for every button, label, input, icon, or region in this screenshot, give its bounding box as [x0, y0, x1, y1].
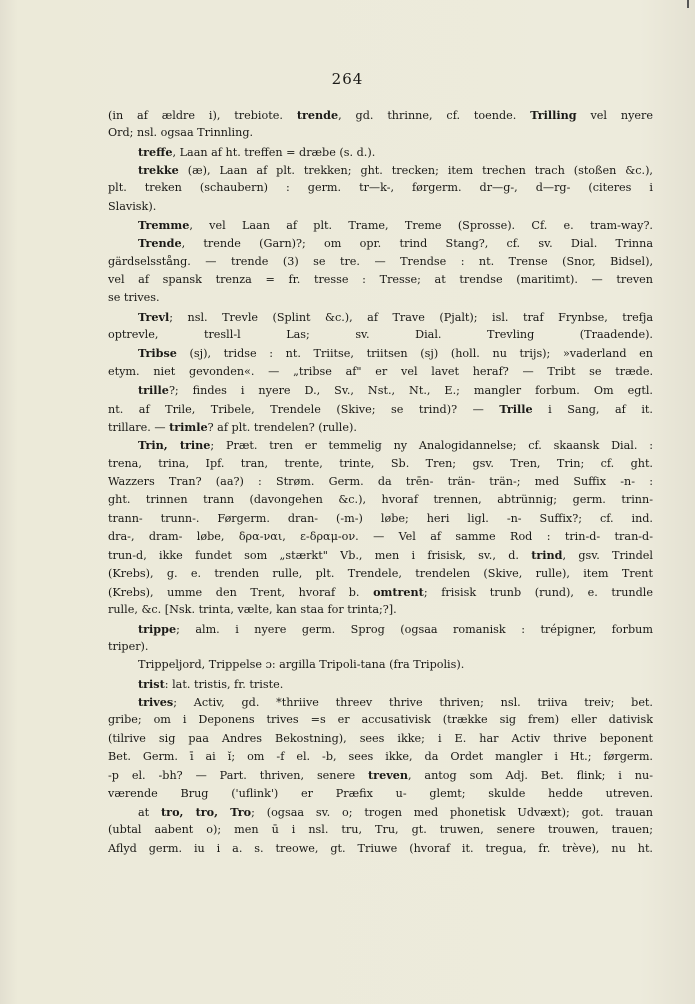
text-segment: , trende (Garn)?; om opr. trind Stang?, cf. sv. Dial. Trinna	[181, 237, 653, 251]
text-line	[108, 216, 653, 234]
dictionary-text-body	[108, 106, 653, 858]
text-line	[108, 473, 653, 491]
page-number: 264	[331, 70, 364, 88]
text-line	[108, 803, 653, 821]
text-line	[108, 400, 653, 418]
text-line	[108, 748, 653, 766]
text-segment: (Krebs), umme den Trent, hvoraf b.	[108, 585, 374, 599]
text-line	[108, 491, 653, 509]
text-segment: Bet. Germ. ī ai ĭ; om -f el. -b, sees ikke, da Ordet mangler i Ht.; førgerm.	[108, 750, 653, 764]
text-line	[108, 840, 653, 858]
text-line	[108, 179, 653, 197]
text-line	[108, 546, 653, 564]
text-segment: nt. af Trile, Tribele, Trendele (Skive; se trind)? —	[108, 402, 500, 416]
headword: tro, tro, Tro	[161, 805, 252, 820]
text-line	[108, 675, 653, 693]
text-segment: -p el. -bh? — Part. thriven, senere	[108, 769, 369, 783]
text-line	[108, 583, 653, 601]
text-segment: , Laan af ht. treffen = dræbe (s. d.).	[172, 145, 376, 159]
text-line	[108, 638, 653, 656]
text-line	[108, 143, 653, 161]
headword: trimle	[169, 419, 208, 434]
headword: treven	[368, 768, 408, 783]
text-line	[108, 124, 653, 142]
text-line	[108, 656, 653, 674]
text-line	[108, 436, 653, 454]
headword: Trille	[499, 401, 533, 416]
text-segment: Ord; nsl. ogsaa Trinnling.	[108, 126, 254, 140]
text-segment: (æ), Laan af plt. trekken; ght. trecken; item trechen trach (stoßen &c.),	[178, 164, 653, 178]
text-segment: , antog som Adj. Bet. flink; i nu-	[407, 769, 653, 783]
headword: trind	[531, 548, 563, 563]
text-line	[108, 693, 653, 711]
text-line	[108, 601, 653, 619]
text-line	[108, 271, 653, 289]
text-line	[108, 344, 653, 362]
text-line	[108, 565, 653, 583]
text-segment: trillare. —	[108, 420, 170, 434]
text-segment: (tilrive sig paa Andres Bekostning), sees ikke; i E. har Activ thrive beponent	[108, 731, 653, 745]
text-line	[108, 234, 653, 252]
headword: trekke	[138, 163, 179, 178]
text-segment: (Krebs), g. e. trenden rulle, plt. Trendele, trendelen (Skive, rulle), item Trent	[108, 566, 653, 580]
text-segment: triper).	[108, 639, 149, 653]
text-segment: gärdselsstång. — trende (3) se tre. — Trendse : nt. Trense (Snor, Bidsel),	[108, 254, 653, 268]
text-segment: at	[138, 806, 162, 820]
headword: Trilling	[530, 108, 577, 122]
scan-edge-mark	[687, 0, 689, 8]
text-segment: ? af plt. trendelen? (rulle).	[207, 420, 357, 434]
text-line	[108, 161, 653, 179]
headword: Trin, trine	[138, 438, 211, 453]
text-segment: ; alm. i nyere germ. Sprog (ogsaa romanisk : trépigner, forbum	[176, 622, 653, 636]
text-segment: optrevle, tresll-l Las; sv. Dial. Trevling (Traadende).	[108, 328, 653, 342]
text-line	[108, 418, 653, 436]
text-segment: trun-d, ikke fundet som „stærkt" Vb., men i frisisk, sv., d.	[108, 549, 532, 563]
text-line	[108, 821, 653, 839]
text-line	[108, 528, 653, 546]
text-segment: (sj), tridse : nt. Triitse, triitsen (sj) (holl. nu trijs); »vaderland en	[176, 347, 653, 361]
text-segment: se trives.	[108, 291, 160, 305]
text-segment: trann- trunn-. Førgerm. dran- (-m-) løbe; heri ligl. -n- Suffix?; cf. ind.	[108, 511, 653, 525]
headword: trille	[138, 383, 169, 398]
text-segment: Aflyd germ. iu i a. s. treowe, gt. Triuwe (hvoraf it. tregua, fr. trève), nu ht.	[108, 841, 653, 855]
text-line	[108, 730, 653, 748]
text-segment: gribe; om i Deponens trives =s er accusativisk (trække sig frem) eller dativisk	[108, 713, 653, 727]
headword: Tribse	[138, 346, 177, 361]
text-line	[108, 381, 653, 399]
headword: trende	[296, 108, 339, 122]
text-segment: : lat. tristis, fr. triste.	[164, 677, 284, 691]
text-segment: rulle, &c. [Nsk. trinta, vælte, kan staa for trinta;?].	[108, 603, 397, 617]
text-segment: vel af spansk trenza = fr. tresse : Tresse; at trendse (maritimt). — treven	[108, 273, 653, 287]
text-line	[108, 785, 653, 803]
text-segment: ; (ogsaa sv. o; trogen med phonetisk Udvæxt); got. trauan	[251, 806, 653, 820]
text-segment: ; Præt. tren er temmelig ny Analogidannelse; cf. skaansk Dial. :	[210, 439, 653, 453]
text-line	[108, 289, 653, 307]
headword: Tremme	[138, 218, 190, 233]
text-segment: , gd. thrinne, cf. toende.	[338, 109, 531, 122]
text-segment: Slavisk).	[108, 199, 157, 213]
text-segment: dra-, dram- løbe, δρα-ναι, ε-δραμ-ον. — Vel af samme Rod : trin-d- tran-d-	[108, 529, 653, 543]
text-segment: ; Activ, gd. *thriive threev thrive thriven; nsl. triiva treiv; bet.	[173, 696, 653, 709]
text-line	[108, 510, 653, 528]
text-line	[108, 326, 653, 344]
text-line	[108, 620, 653, 638]
text-segment: Wazzers Tran? (aa?) : Strøm. Germ. da trēn- trän- trän-; med Suffix -n- :	[108, 474, 653, 488]
headword: Trevl	[138, 309, 170, 324]
headword: trives	[138, 695, 174, 709]
text-segment: vel nyere	[576, 109, 653, 122]
text-line	[108, 766, 653, 784]
text-line	[108, 106, 653, 124]
headword: omtrent	[373, 584, 424, 599]
text-segment: etym. niet gevonden«. — „tribse af" er vel lavet heraf? — Tribt se træde.	[108, 364, 653, 378]
text-line	[108, 363, 653, 381]
text-segment: Trippeljord, Trippelse ɔ: argilla Tripoli-tana (fra Tripolis).	[138, 658, 465, 672]
text-segment: plt. treken (schaubern) : germ. tr—k-, førgerm. dr—g-, d—rg- (citeres i	[108, 181, 653, 195]
text-segment: (in af ældre i), trebiote.	[108, 109, 297, 122]
text-segment: ?; findes i nyere D., Sv., Nst., Nt., E.; mangler forbum. Om egtl.	[168, 384, 653, 398]
headword: trippe	[138, 621, 177, 636]
headword: trist	[138, 676, 165, 691]
text-segment: værende Brug ('uflink') er Præfix u- glemt; skulde hedde utreven.	[108, 786, 653, 800]
text-segment: ght. trinnen trann (davongehen &c.), hvoraf trennen, abtrünnig; germ. trinn-	[108, 493, 653, 507]
headword: treffe	[138, 144, 173, 159]
text-segment: trena, trina, Ipf. tran, trente, trinte, Sb. Tren; gsv. Tren, Trin; cf. ght.	[108, 456, 653, 470]
text-segment: i Sang, af it.	[532, 402, 653, 416]
text-segment: (ubtal aabent o); men ū i nsl. tru, Tru, gt. truwen, senere trouwen, trauen;	[108, 823, 653, 837]
text-segment: ; frisisk trunb (rund), e. trundle	[423, 585, 653, 599]
text-line	[108, 455, 653, 473]
text-line	[108, 253, 653, 271]
text-segment: , gsv. Trindel	[562, 549, 653, 563]
text-segment: , vel Laan af plt. Trame, Treme (Sprosse). Cf. e. tram-way?.	[189, 219, 653, 233]
text-line	[108, 308, 653, 326]
text-line	[108, 198, 653, 216]
text-line	[108, 711, 653, 729]
text-segment: ; nsl. Trevle (Splint &c.), af Trave (Pjalt); isl. traf Frynbse, trefja	[169, 310, 653, 324]
headword: Trende	[138, 236, 182, 251]
